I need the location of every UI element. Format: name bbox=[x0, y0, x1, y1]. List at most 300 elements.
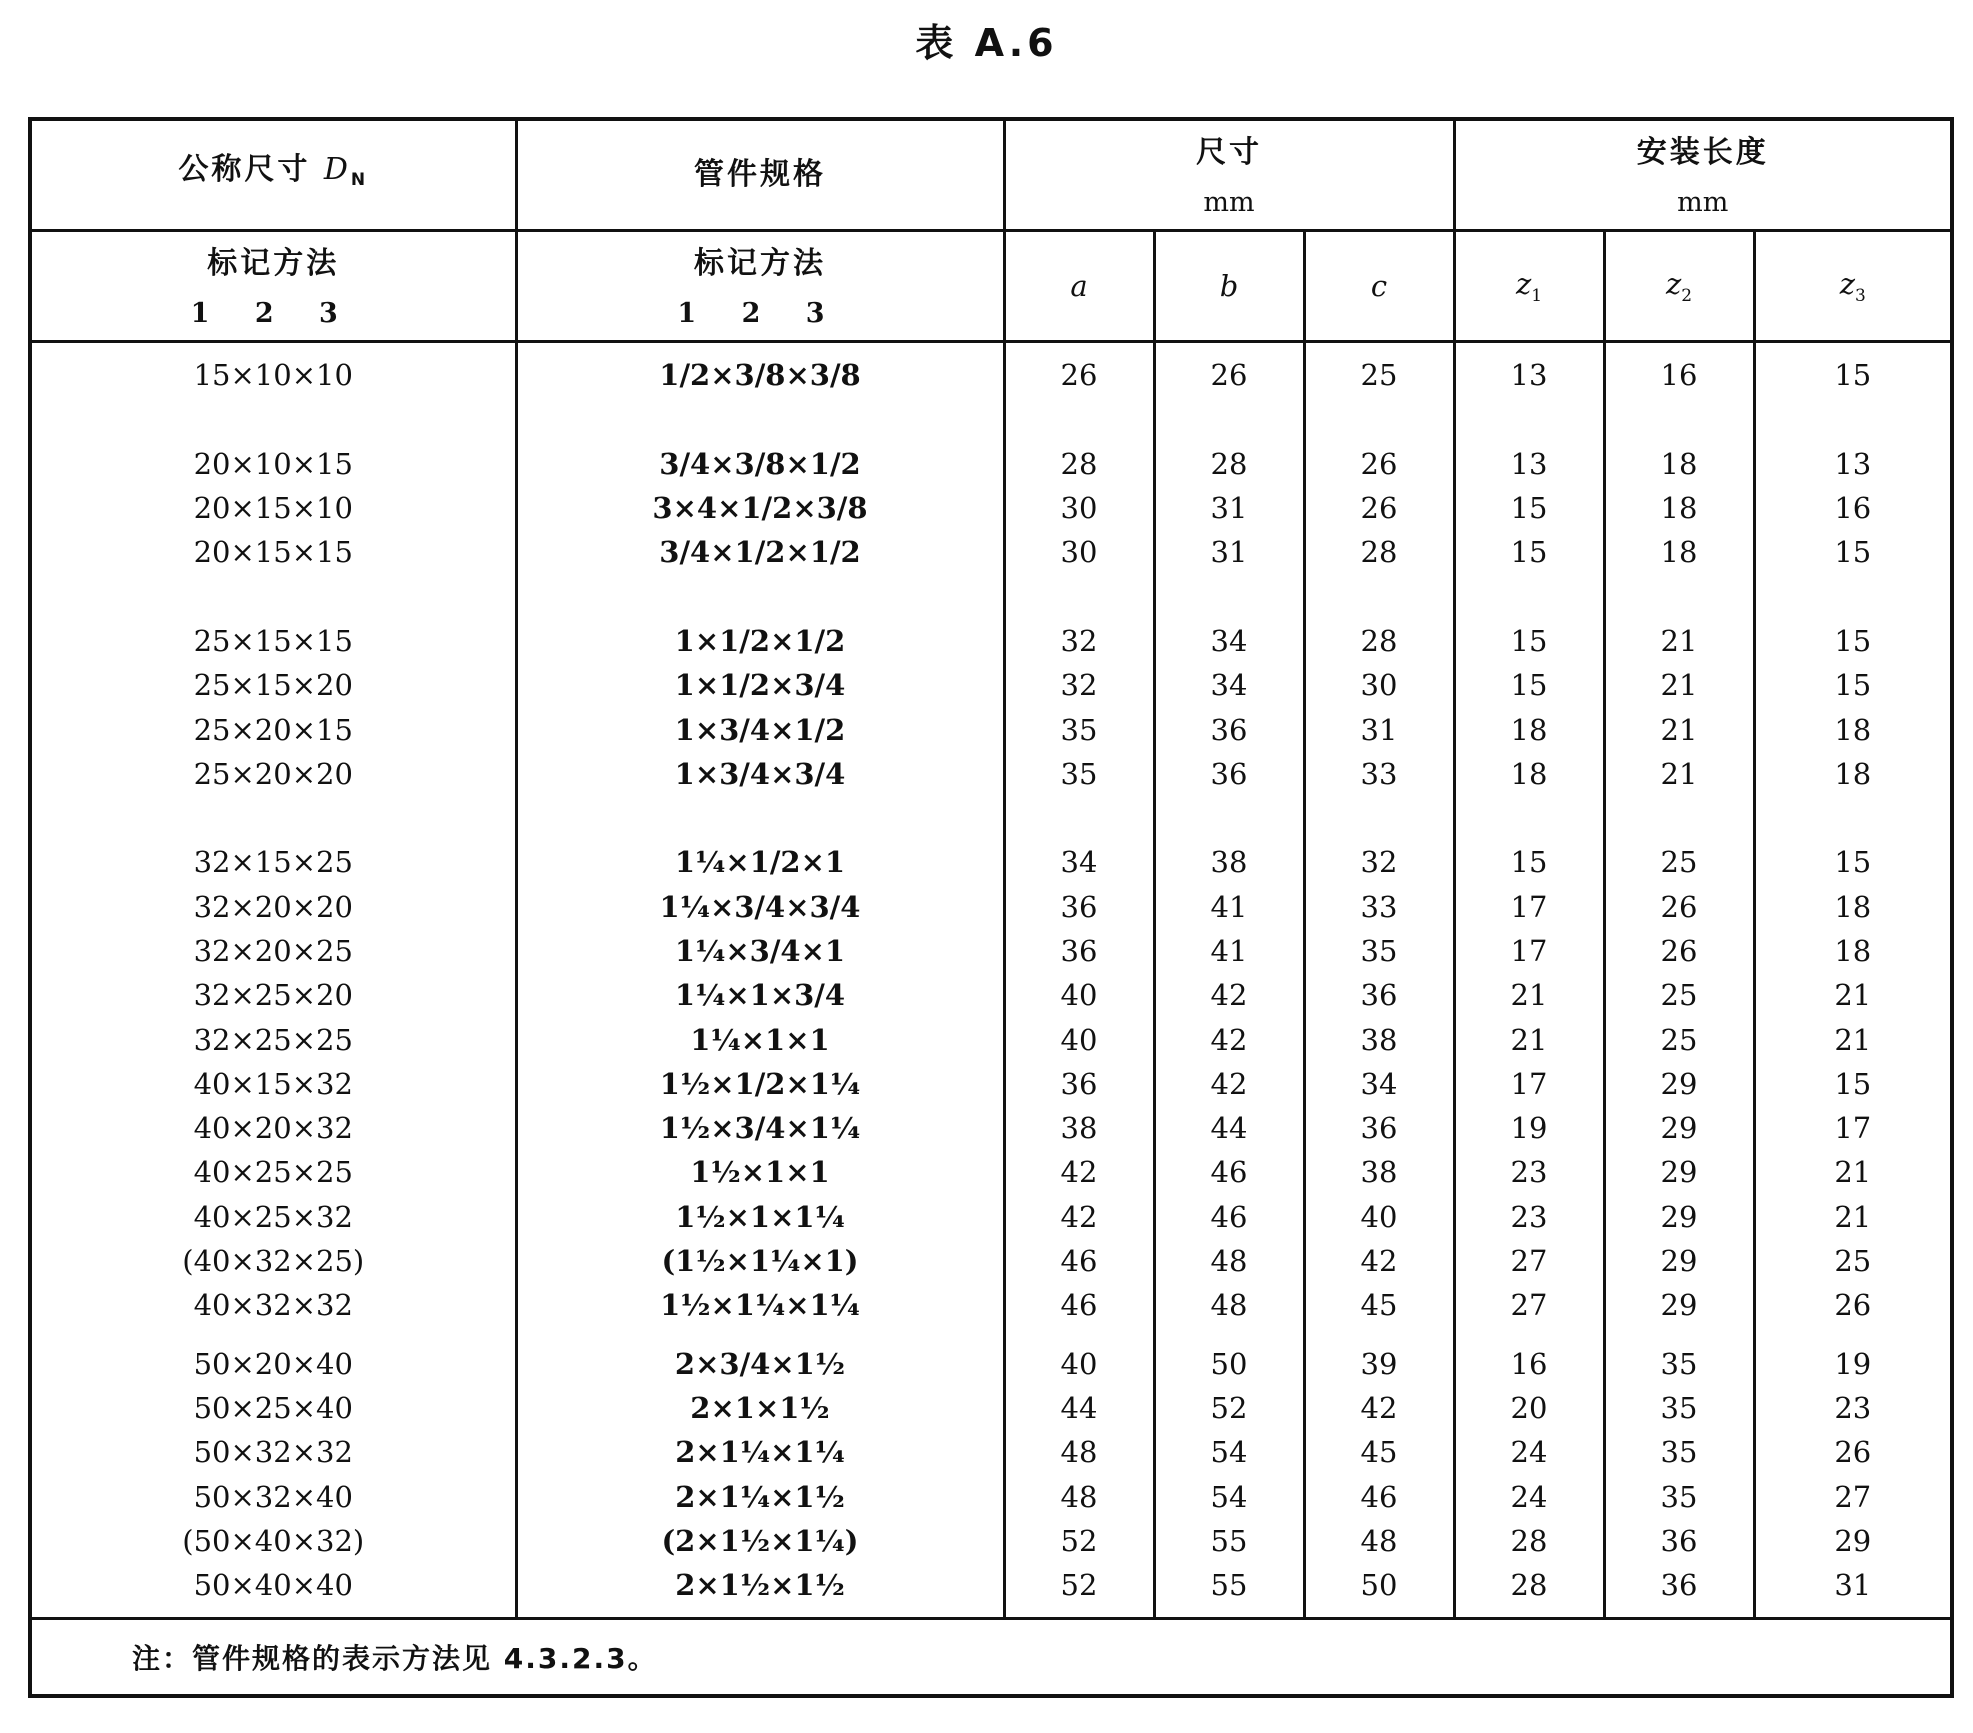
header-nominal-var: D bbox=[323, 152, 351, 187]
dim-c-cell: 50 bbox=[1304, 1563, 1454, 1607]
nominal-size-cell: 25×15×15 bbox=[30, 619, 516, 663]
spacer-cell bbox=[1154, 1328, 1304, 1342]
z3-cell: 13 bbox=[1754, 442, 1952, 486]
z1-cell: 20 bbox=[1454, 1386, 1604, 1430]
fitting-spec-cell: 1¼×1×1 bbox=[516, 1017, 1004, 1061]
table-row bbox=[30, 530, 1952, 574]
table-note: 注：管件规格的表示方法见 4.3.2.3。 bbox=[30, 1619, 1952, 1697]
spacer-row bbox=[30, 574, 1952, 618]
spacer-cell bbox=[1604, 574, 1754, 618]
spacer-cell bbox=[1754, 1328, 1952, 1342]
header-install-length bbox=[1454, 119, 1952, 231]
spacer-cell bbox=[30, 1328, 516, 1342]
z2-cell: 29 bbox=[1604, 1150, 1754, 1194]
z2-cell: 29 bbox=[1604, 1195, 1754, 1239]
spacer-cell bbox=[1004, 796, 1154, 840]
dim-c-cell: 46 bbox=[1304, 1474, 1454, 1518]
spacer-cell bbox=[1004, 574, 1154, 618]
z3-cell: 27 bbox=[1754, 1474, 1952, 1518]
z2-cell: 29 bbox=[1604, 1239, 1754, 1283]
spacer-cell bbox=[1004, 397, 1154, 441]
spacer-cell bbox=[1604, 796, 1754, 840]
fitting-spec-cell: 1½×1×1 bbox=[516, 1150, 1004, 1194]
table-row bbox=[30, 752, 1952, 796]
dim-a-cell: 46 bbox=[1004, 1283, 1154, 1327]
spacer-cell bbox=[30, 1607, 516, 1619]
fitting-spec-cell: 1×1/2×3/4 bbox=[516, 663, 1004, 707]
spacer-row bbox=[30, 1607, 1952, 1619]
dim-b-cell: 42 bbox=[1154, 973, 1304, 1017]
nominal-size-cell: 25×20×15 bbox=[30, 707, 516, 751]
dim-b-cell: 55 bbox=[1154, 1563, 1304, 1607]
spacer-cell bbox=[1154, 342, 1304, 354]
fitting-spec-cell: 3/4×3/8×1/2 bbox=[516, 442, 1004, 486]
dim-c-cell: 40 bbox=[1304, 1195, 1454, 1239]
z3-cell: 19 bbox=[1754, 1342, 1952, 1386]
z3-cell: 18 bbox=[1754, 752, 1952, 796]
mark-method-nums: 1 2 3 bbox=[677, 298, 843, 329]
dim-b-cell: 52 bbox=[1154, 1386, 1304, 1430]
nominal-size-cell: 40×15×32 bbox=[30, 1062, 516, 1106]
nominal-size-cell: 40×32×32 bbox=[30, 1283, 516, 1327]
z1-cell: 24 bbox=[1454, 1430, 1604, 1474]
z3-cell: 15 bbox=[1754, 530, 1952, 574]
fitting-spec-cell: 2×1¼×1½ bbox=[516, 1474, 1004, 1518]
spacer-cell bbox=[1304, 397, 1454, 441]
spacer-cell bbox=[1604, 397, 1754, 441]
spacer-cell bbox=[1604, 342, 1754, 354]
nominal-size-cell: 50×32×40 bbox=[30, 1474, 516, 1518]
nominal-size-cell: 50×25×40 bbox=[30, 1386, 516, 1430]
dim-c-cell: 45 bbox=[1304, 1283, 1454, 1327]
dim-c-cell: 38 bbox=[1304, 1017, 1454, 1061]
dim-b-label: b bbox=[1219, 269, 1239, 303]
z3-cell: 18 bbox=[1754, 929, 1952, 973]
nominal-size-cell: 32×25×20 bbox=[30, 973, 516, 1017]
dim-b-cell: 48 bbox=[1154, 1283, 1304, 1327]
z2-cell: 21 bbox=[1604, 752, 1754, 796]
spacer-cell bbox=[1004, 1607, 1154, 1619]
dim-b-cell: 41 bbox=[1154, 929, 1304, 973]
header-z3 bbox=[1754, 231, 1952, 342]
fitting-spec-cell: 1¼×3/4×3/4 bbox=[516, 885, 1004, 929]
dim-c-cell: 26 bbox=[1304, 442, 1454, 486]
spacer-cell bbox=[516, 397, 1004, 441]
dim-b-cell: 34 bbox=[1154, 663, 1304, 707]
z2-cell: 25 bbox=[1604, 1017, 1754, 1061]
fitting-spec-cell: 3/4×1/2×1/2 bbox=[516, 530, 1004, 574]
spacer-cell bbox=[1304, 574, 1454, 618]
nominal-size-cell: 40×25×25 bbox=[30, 1150, 516, 1194]
z2-cell: 26 bbox=[1604, 929, 1754, 973]
z3-cell: 15 bbox=[1754, 619, 1952, 663]
header-install-unit: mm bbox=[1677, 187, 1729, 218]
dim-a-cell: 40 bbox=[1004, 973, 1154, 1017]
z2-cell: 35 bbox=[1604, 1430, 1754, 1474]
table-row bbox=[30, 619, 1952, 663]
spacer-row bbox=[30, 796, 1952, 840]
z1-cell: 23 bbox=[1454, 1150, 1604, 1194]
dim-a-cell: 52 bbox=[1004, 1519, 1154, 1563]
header-spec-label: 管件规格 bbox=[694, 157, 826, 192]
z1-cell: 17 bbox=[1454, 885, 1604, 929]
table-row bbox=[30, 1017, 1952, 1061]
dim-c-cell: 42 bbox=[1304, 1239, 1454, 1283]
fitting-spec-cell: 1½×1/2×1¼ bbox=[516, 1062, 1004, 1106]
dim-a-cell: 28 bbox=[1004, 442, 1154, 486]
nominal-size-cell: 50×32×32 bbox=[30, 1430, 516, 1474]
dim-a-cell: 46 bbox=[1004, 1239, 1154, 1283]
table-row bbox=[30, 1106, 1952, 1150]
nominal-size-cell: 32×20×20 bbox=[30, 885, 516, 929]
z1-cell: 15 bbox=[1454, 840, 1604, 884]
table-row bbox=[30, 1474, 1952, 1518]
spacer-cell bbox=[30, 342, 516, 354]
table-row bbox=[30, 1386, 1952, 1430]
spacer-row bbox=[30, 342, 1952, 354]
dim-c-cell: 38 bbox=[1304, 1150, 1454, 1194]
header-nominal-sub: N bbox=[350, 170, 369, 190]
dim-c-cell: 28 bbox=[1304, 530, 1454, 574]
nominal-size-cell: 25×15×20 bbox=[30, 663, 516, 707]
dim-a-label: a bbox=[1070, 269, 1088, 303]
z2-cell: 35 bbox=[1604, 1474, 1754, 1518]
dim-c-cell: 33 bbox=[1304, 885, 1454, 929]
dim-c-cell: 45 bbox=[1304, 1430, 1454, 1474]
mark-method-nums: 1 2 3 bbox=[190, 298, 356, 329]
mark-method-label: 标记方法 bbox=[207, 246, 340, 281]
fitting-spec-cell: 1½×1×1¼ bbox=[516, 1195, 1004, 1239]
z3-cell: 16 bbox=[1754, 486, 1952, 530]
dim-a-cell: 32 bbox=[1004, 663, 1154, 707]
dim-b-cell: 36 bbox=[1154, 752, 1304, 796]
fitting-spec-cell: 1¼×1×3/4 bbox=[516, 973, 1004, 1017]
header-row-1 bbox=[30, 119, 1952, 231]
header-row-2 bbox=[30, 231, 1952, 342]
z1-cell: 16 bbox=[1454, 1342, 1604, 1386]
table-row bbox=[30, 442, 1952, 486]
z2-cell: 21 bbox=[1604, 619, 1754, 663]
z3-cell: 26 bbox=[1754, 1283, 1952, 1327]
dim-b-cell: 42 bbox=[1154, 1062, 1304, 1106]
dim-c-cell: 25 bbox=[1304, 353, 1454, 397]
header-z2 bbox=[1604, 231, 1754, 342]
z1-cell: 15 bbox=[1454, 486, 1604, 530]
z2-cell: 18 bbox=[1604, 486, 1754, 530]
dim-b-cell: 28 bbox=[1154, 442, 1304, 486]
nominal-size-cell: 15×10×10 bbox=[30, 353, 516, 397]
dim-c-cell: 26 bbox=[1304, 486, 1454, 530]
table-row bbox=[30, 1195, 1952, 1239]
table-row bbox=[30, 1563, 1952, 1607]
spacer-row bbox=[30, 1328, 1952, 1342]
dim-a-cell: 48 bbox=[1004, 1430, 1154, 1474]
spacer-cell bbox=[1454, 342, 1604, 354]
table-row bbox=[30, 1283, 1952, 1327]
dimension-table bbox=[28, 117, 1954, 1698]
nominal-size-cell: (40×32×25) bbox=[30, 1239, 516, 1283]
spacer-cell bbox=[1004, 342, 1154, 354]
fitting-spec-cell: 1¼×3/4×1 bbox=[516, 929, 1004, 973]
table-title: 表 A.6 bbox=[915, 21, 1058, 65]
fitting-spec-cell: 1×1/2×1/2 bbox=[516, 619, 1004, 663]
dim-b-cell: 46 bbox=[1154, 1150, 1304, 1194]
dim-a-cell: 36 bbox=[1004, 885, 1154, 929]
z2-cell: 16 bbox=[1604, 353, 1754, 397]
spacer-cell bbox=[30, 397, 516, 441]
z1-cell: 24 bbox=[1454, 1474, 1604, 1518]
header-nominal-label: 公称尺寸 bbox=[178, 152, 324, 187]
spacer-cell bbox=[30, 796, 516, 840]
spacer-cell bbox=[1304, 796, 1454, 840]
z1-cell: 28 bbox=[1454, 1519, 1604, 1563]
dim-a-cell: 30 bbox=[1004, 530, 1154, 574]
spacer-cell bbox=[1154, 796, 1304, 840]
spacer-cell bbox=[516, 796, 1004, 840]
z1-cell: 21 bbox=[1454, 1017, 1604, 1061]
z1-var: z bbox=[1515, 266, 1532, 301]
dim-c-cell: 36 bbox=[1304, 973, 1454, 1017]
z2-cell: 25 bbox=[1604, 973, 1754, 1017]
dim-b-cell: 36 bbox=[1154, 707, 1304, 751]
spacer-cell bbox=[1454, 397, 1604, 441]
dim-c-cell: 33 bbox=[1304, 752, 1454, 796]
spacer-cell bbox=[1454, 1607, 1604, 1619]
z1-cell: 13 bbox=[1454, 442, 1604, 486]
fitting-spec-cell: 1½×1¼×1¼ bbox=[516, 1283, 1004, 1327]
dim-a-cell: 42 bbox=[1004, 1150, 1154, 1194]
z1-sub: 1 bbox=[1531, 285, 1543, 306]
table-row bbox=[30, 707, 1952, 751]
nominal-size-cell: (50×40×32) bbox=[30, 1519, 516, 1563]
dim-b-cell: 31 bbox=[1154, 486, 1304, 530]
z2-cell: 18 bbox=[1604, 442, 1754, 486]
table-row bbox=[30, 1150, 1952, 1194]
fitting-spec-cell: 2×1½×1½ bbox=[516, 1563, 1004, 1607]
header-dim-a bbox=[1004, 231, 1154, 342]
nominal-size-cell: 20×15×10 bbox=[30, 486, 516, 530]
z1-cell: 18 bbox=[1454, 707, 1604, 751]
header-dim-label: 尺寸 bbox=[1196, 135, 1262, 170]
z1-cell: 28 bbox=[1454, 1563, 1604, 1607]
z2-cell: 25 bbox=[1604, 840, 1754, 884]
dim-b-cell: 50 bbox=[1154, 1342, 1304, 1386]
nominal-size-cell: 40×20×32 bbox=[30, 1106, 516, 1150]
table-row bbox=[30, 1062, 1952, 1106]
dim-b-cell: 54 bbox=[1154, 1474, 1304, 1518]
fitting-spec-cell: 1×3/4×1/2 bbox=[516, 707, 1004, 751]
header-dim-b bbox=[1154, 231, 1304, 342]
z3-cell: 21 bbox=[1754, 1150, 1952, 1194]
z2-cell: 21 bbox=[1604, 663, 1754, 707]
z3-cell: 31 bbox=[1754, 1563, 1952, 1607]
z3-cell: 18 bbox=[1754, 707, 1952, 751]
fitting-spec-cell: 1½×3/4×1¼ bbox=[516, 1106, 1004, 1150]
z1-cell: 23 bbox=[1454, 1195, 1604, 1239]
z3-cell: 15 bbox=[1754, 663, 1952, 707]
dim-c-cell: 34 bbox=[1304, 1062, 1454, 1106]
dim-a-cell: 40 bbox=[1004, 1342, 1154, 1386]
dim-b-cell: 54 bbox=[1154, 1430, 1304, 1474]
header-nominal-size bbox=[30, 119, 516, 231]
dim-b-cell: 46 bbox=[1154, 1195, 1304, 1239]
table-row bbox=[30, 353, 1952, 397]
z2-cell: 36 bbox=[1604, 1563, 1754, 1607]
table-row bbox=[30, 486, 1952, 530]
spacer-cell bbox=[516, 574, 1004, 618]
z3-cell: 17 bbox=[1754, 1106, 1952, 1150]
table-row bbox=[30, 1430, 1952, 1474]
z2-cell: 29 bbox=[1604, 1106, 1754, 1150]
z3-cell: 21 bbox=[1754, 973, 1952, 1017]
z3-var: z bbox=[1839, 266, 1855, 301]
fitting-spec-cell: 1/2×3/8×3/8 bbox=[516, 353, 1004, 397]
z1-cell: 21 bbox=[1454, 973, 1604, 1017]
dim-b-cell: 26 bbox=[1154, 353, 1304, 397]
nominal-size-cell: 32×15×25 bbox=[30, 840, 516, 884]
header-install-label: 安装长度 bbox=[1636, 135, 1769, 170]
spacer-cell bbox=[1454, 574, 1604, 618]
z3-cell: 15 bbox=[1754, 1062, 1952, 1106]
nominal-size-cell: 25×20×20 bbox=[30, 752, 516, 796]
nominal-size-cell: 50×40×40 bbox=[30, 1563, 516, 1607]
z1-cell: 18 bbox=[1454, 752, 1604, 796]
z3-cell: 29 bbox=[1754, 1519, 1952, 1563]
table-row bbox=[30, 840, 1952, 884]
dim-b-cell: 31 bbox=[1154, 530, 1304, 574]
z1-cell: 15 bbox=[1454, 663, 1604, 707]
z2-cell: 36 bbox=[1604, 1519, 1754, 1563]
spacer-cell bbox=[1304, 1607, 1454, 1619]
z3-cell: 26 bbox=[1754, 1430, 1952, 1474]
nominal-size-cell: 20×10×15 bbox=[30, 442, 516, 486]
table-row bbox=[30, 1519, 1952, 1563]
table-row bbox=[30, 973, 1952, 1017]
spacer-cell bbox=[1754, 342, 1952, 354]
table-row bbox=[30, 663, 1952, 707]
dim-b-cell: 42 bbox=[1154, 1017, 1304, 1061]
dim-b-cell: 44 bbox=[1154, 1106, 1304, 1150]
dim-c-label: c bbox=[1370, 269, 1388, 303]
spacer-cell bbox=[1754, 574, 1952, 618]
z3-cell: 21 bbox=[1754, 1017, 1952, 1061]
nominal-size-cell: 40×25×32 bbox=[30, 1195, 516, 1239]
table-row bbox=[30, 885, 1952, 929]
nominal-size-cell: 50×20×40 bbox=[30, 1342, 516, 1386]
spacer-cell bbox=[1304, 342, 1454, 354]
spacer-cell bbox=[1304, 1328, 1454, 1342]
dim-c-cell: 36 bbox=[1304, 1106, 1454, 1150]
dim-c-cell: 39 bbox=[1304, 1342, 1454, 1386]
header-mark-method-1 bbox=[30, 231, 516, 342]
table-row bbox=[30, 1342, 1952, 1386]
header-mark-method-2 bbox=[516, 231, 1004, 342]
header-dim-c bbox=[1304, 231, 1454, 342]
z2-cell: 35 bbox=[1604, 1342, 1754, 1386]
fitting-spec-cell: (2×1½×1¼) bbox=[516, 1519, 1004, 1563]
fitting-spec-cell: 3×4×1/2×3/8 bbox=[516, 486, 1004, 530]
dim-a-cell: 38 bbox=[1004, 1106, 1154, 1150]
dim-a-cell: 48 bbox=[1004, 1474, 1154, 1518]
z1-cell: 27 bbox=[1454, 1239, 1604, 1283]
spacer-cell bbox=[1604, 1607, 1754, 1619]
fitting-spec-cell: 2×1¼×1¼ bbox=[516, 1430, 1004, 1474]
dim-a-cell: 35 bbox=[1004, 752, 1154, 796]
spacer-cell bbox=[1604, 1328, 1754, 1342]
dim-a-cell: 52 bbox=[1004, 1563, 1154, 1607]
mark-method-label: 标记方法 bbox=[694, 246, 826, 281]
dim-c-cell: 35 bbox=[1304, 929, 1454, 973]
spacer-cell bbox=[516, 1328, 1004, 1342]
z1-cell: 17 bbox=[1454, 1062, 1604, 1106]
dim-b-cell: 38 bbox=[1154, 840, 1304, 884]
dim-c-cell: 48 bbox=[1304, 1519, 1454, 1563]
table-row bbox=[30, 1239, 1952, 1283]
fitting-spec-cell: 1¼×1/2×1 bbox=[516, 840, 1004, 884]
dim-b-cell: 48 bbox=[1154, 1239, 1304, 1283]
dim-b-cell: 41 bbox=[1154, 885, 1304, 929]
z3-cell: 23 bbox=[1754, 1386, 1952, 1430]
spacer-cell bbox=[516, 342, 1004, 354]
z1-cell: 27 bbox=[1454, 1283, 1604, 1327]
spacer-cell bbox=[30, 574, 516, 618]
nominal-size-cell: 32×20×25 bbox=[30, 929, 516, 973]
dim-a-cell: 30 bbox=[1004, 486, 1154, 530]
z2-cell: 18 bbox=[1604, 530, 1754, 574]
dim-c-cell: 31 bbox=[1304, 707, 1454, 751]
dim-c-cell: 42 bbox=[1304, 1386, 1454, 1430]
fitting-spec-cell: 2×1×1½ bbox=[516, 1386, 1004, 1430]
spacer-cell bbox=[1154, 397, 1304, 441]
fitting-spec-cell: 1×3/4×3/4 bbox=[516, 752, 1004, 796]
dim-a-cell: 36 bbox=[1004, 1062, 1154, 1106]
spacer-cell bbox=[1454, 796, 1604, 840]
z3-cell: 25 bbox=[1754, 1239, 1952, 1283]
dim-a-cell: 40 bbox=[1004, 1017, 1154, 1061]
z3-cell: 18 bbox=[1754, 885, 1952, 929]
dim-b-cell: 34 bbox=[1154, 619, 1304, 663]
z1-cell: 17 bbox=[1454, 929, 1604, 973]
dim-b-cell: 55 bbox=[1154, 1519, 1304, 1563]
spacer-row bbox=[30, 397, 1952, 441]
fitting-spec-cell: (1½×1¼×1) bbox=[516, 1239, 1004, 1283]
dim-a-cell: 26 bbox=[1004, 353, 1154, 397]
dim-a-cell: 36 bbox=[1004, 929, 1154, 973]
dim-c-cell: 28 bbox=[1304, 619, 1454, 663]
dim-c-cell: 32 bbox=[1304, 840, 1454, 884]
spacer-cell bbox=[1154, 1607, 1304, 1619]
dim-a-cell: 35 bbox=[1004, 707, 1154, 751]
spacer-cell bbox=[1154, 574, 1304, 618]
spacer-cell bbox=[516, 1607, 1004, 1619]
header-z1 bbox=[1454, 231, 1604, 342]
z1-cell: 13 bbox=[1454, 353, 1604, 397]
z2-cell: 29 bbox=[1604, 1062, 1754, 1106]
nominal-size-cell: 32×25×25 bbox=[30, 1017, 516, 1061]
table-row bbox=[30, 929, 1952, 973]
header-dimensions bbox=[1004, 119, 1454, 231]
z3-cell: 21 bbox=[1754, 1195, 1952, 1239]
z2-cell: 21 bbox=[1604, 707, 1754, 751]
dim-a-cell: 44 bbox=[1004, 1386, 1154, 1430]
z2-cell: 29 bbox=[1604, 1283, 1754, 1327]
z3-sub: 3 bbox=[1854, 285, 1866, 306]
dim-a-cell: 42 bbox=[1004, 1195, 1154, 1239]
header-fitting-spec bbox=[516, 119, 1004, 231]
z2-cell: 35 bbox=[1604, 1386, 1754, 1430]
fitting-spec-cell: 2×3/4×1½ bbox=[516, 1342, 1004, 1386]
spacer-cell bbox=[1754, 796, 1952, 840]
